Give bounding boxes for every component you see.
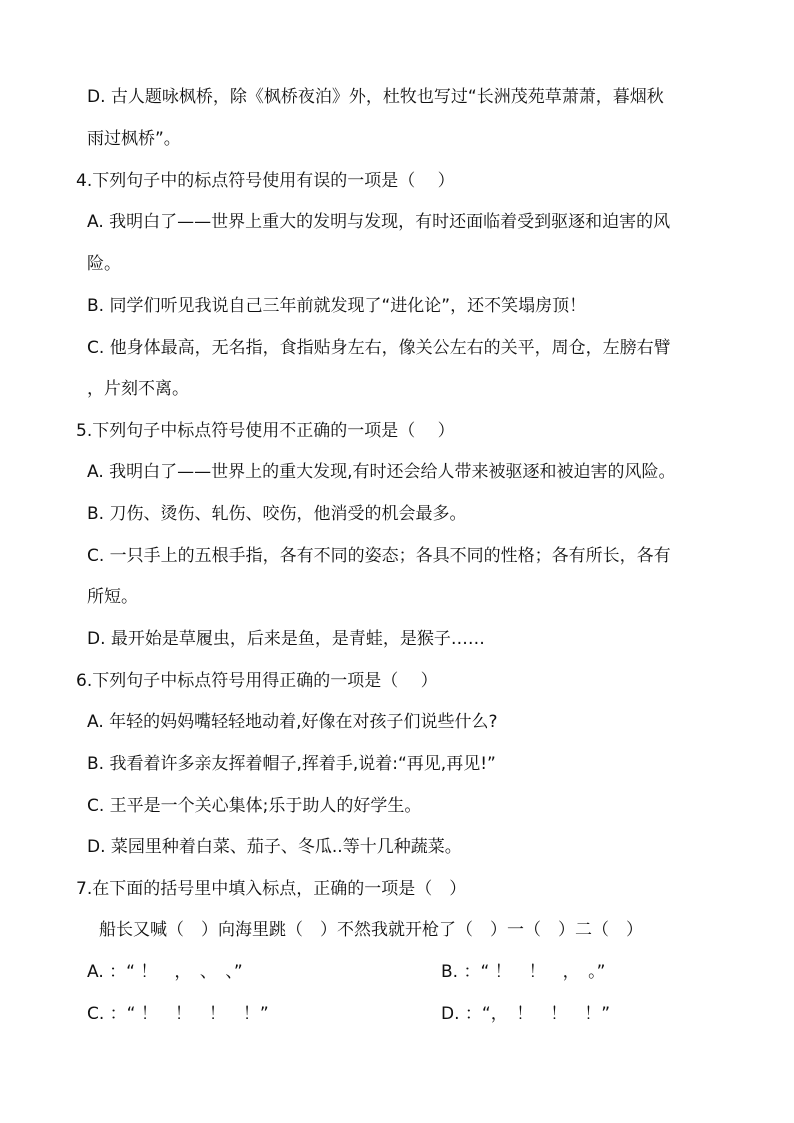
option-line: D. 菜园里种着白菜、茄子、冬瓜..等十几种蔬菜。	[87, 837, 462, 857]
sentence-line: 船长又喊（ ）向海里跳（ ）不然我就开枪了（ ）一（ ）二（ ）	[99, 920, 643, 940]
question-line: 7.在下面的括号里中填入标点，正确的一项是（ ）	[76, 879, 467, 899]
choice-right: D. ：“， ！ ！ ！”	[441, 1004, 611, 1024]
continuation-line: 险。	[87, 254, 121, 274]
choice-left: A. ：“ ！ ， 、 、”	[87, 962, 243, 982]
option-line: D. 古人题咏枫桥，除《枫桥夜泊》外，杜牧也写过“长洲茂苑草萧萧，暮烟秋	[87, 87, 664, 107]
option-line: D. 最开始是草履虫，后来是鱼，是青蛙，是猴子……	[87, 629, 485, 649]
question-line: 5.下列句子中标点符号使用不正确的一项是（ ）	[76, 421, 455, 441]
continuation-line: 雨过枫桥”。	[87, 129, 181, 149]
option-line: C. 王平是一个关心集体;乐于助人的好学生。	[87, 796, 422, 816]
option-line: A. 我明白了——世界上的重大发现,有时还会给人带来被驱逐和被迫害的风险。	[87, 462, 676, 482]
option-line: B. 我看着许多亲友挥着帽子,挥着手,说着:“再见,再见!”	[87, 754, 496, 774]
option-line: B. 刀伤、烫伤、轧伤、咬伤，他消受的机会最多。	[87, 504, 467, 524]
question-line: 4.下列句子中的标点符号使用有误的一项是（ ）	[76, 171, 455, 191]
option-line: A. 我明白了——世界上重大的发明与发现，有时还面临着受到驱逐和迫害的风	[87, 212, 671, 232]
continuation-line: 所短。	[87, 587, 138, 607]
continuation-line: ，片刻不离。	[87, 379, 189, 399]
choice-right: B. ：“ ！ ！ ， 。”	[441, 962, 606, 982]
question-line: 6.下列句子中标点符号用得正确的一项是（ ）	[76, 671, 438, 691]
option-line: C. 他身体最高，无名指，食指贴身左右，像关公左右的关平，周仓，左膀右臂	[87, 338, 671, 358]
option-line: A. 年轻的妈妈嘴轻轻地动着,好像在对孩子们说些什么?	[87, 712, 498, 732]
choice-left: C. ：“ ！ ！ ！ ！”	[87, 1004, 269, 1024]
option-line: B. 同学们听见我说自己三年前就发现了“进化论”，还不笑塌房顶！	[87, 296, 587, 316]
option-line: C. 一只手上的五根手指，各有不同的姿态；各具不同的性格；各有所长，各有	[87, 546, 671, 566]
